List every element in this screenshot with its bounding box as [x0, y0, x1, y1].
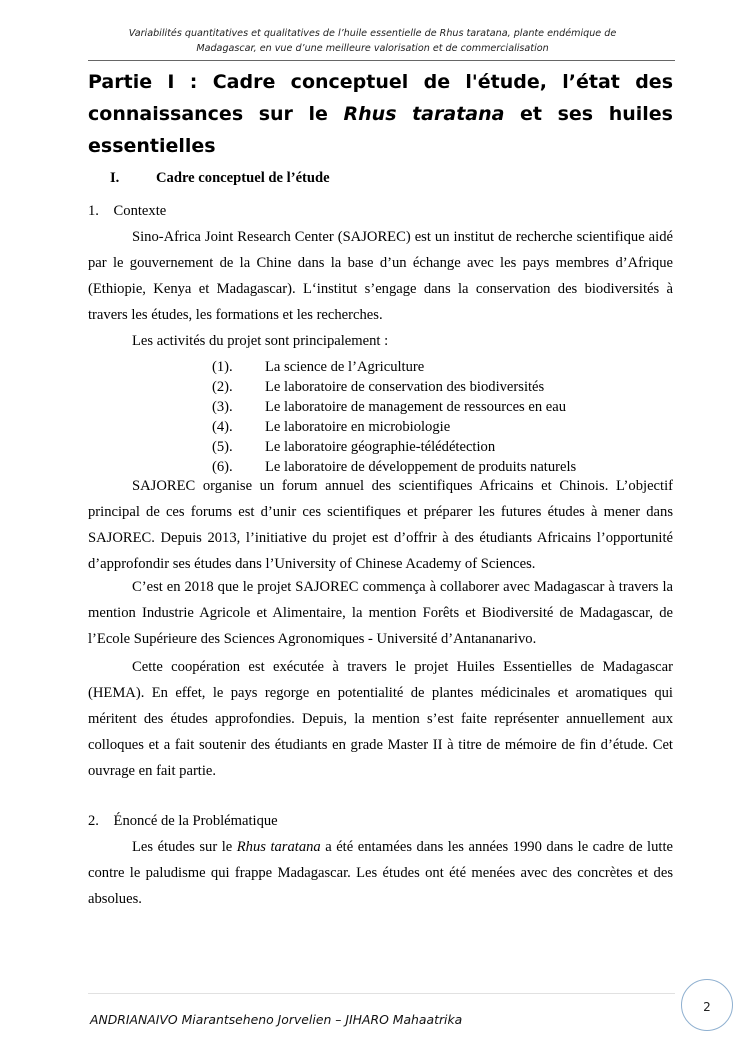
problem-text: Les études sur le [132, 839, 237, 855]
list-item [212, 357, 576, 377]
section-number: I. [110, 170, 120, 186]
part-title-text: Partie I : Cadre conceptuel de l'étude, l’état des connaissances sur le [88, 71, 673, 125]
list-item-number: (5). [212, 439, 233, 455]
problem-heading: 2. Énoncé de la Problématique [88, 813, 278, 829]
problem-species: Rhus taratana [236, 839, 321, 855]
list-item [212, 417, 576, 437]
list-item-label: Le laboratoire de développement de produits naturels [265, 459, 577, 475]
footer-divider [88, 993, 675, 994]
activities-list [212, 357, 576, 477]
list-item-label: Le laboratoire en microbiologie [265, 419, 451, 435]
context-paragraph-2: Les activités du projet sont principalement : [132, 333, 389, 349]
list-item [212, 377, 576, 397]
list-item-number: (2). [212, 379, 233, 395]
list-item-number: (3). [212, 399, 233, 415]
problem-text-end: a été entamées dans les années 1990 dans le cadre de lutte contre le paludisme qui frappe Madagascar. Les études ont été menées avec des concrètes et des absolues. [88, 839, 673, 907]
context-heading: 1. Contexte [88, 203, 167, 219]
footer-authors: ANDRIANAIVO Miarantseheno Jorvelien – JIHARO Mahaatrika [90, 1012, 463, 1027]
section-title: Cadre conceptuel de l’étude [156, 170, 330, 186]
header-divider [88, 60, 675, 61]
part-title-text-end: et ses huiles essentielles [88, 103, 673, 157]
list-item-number: (4). [212, 419, 233, 435]
part-title [88, 66, 673, 162]
list-item-label: La science de l’Agriculture [265, 359, 425, 375]
page-number-badge [681, 979, 733, 1031]
context-paragraph-3: SAJOREC organise un forum annuel des scientifiques Africains et Chinois. L’objectif principal de ces forums est d’unir ces scientifiques et préparer les futures études à mener dans SAJOREC. Depuis 2013, l’initiative du projet est d’offrir à des étudiants Africains l’opportunité d’approfondir ses études dans l’University of Chinese Academy of Sciences. [88, 478, 673, 572]
list-item [212, 397, 576, 417]
running-header [100, 26, 645, 56]
context-paragraph-5: Cette coopération est exécutée à travers le projet Huiles Essentielles de Madagascar (HEMA). En effet, le pays regorge en potentialité de plantes médicinales et aromatiques qui méritent des études approfondies. Depuis, la mention s’est faite représenter annuellement aux colloques et a fait soutenir des étudiants en grade Master II à titre de mémoire de fin d’étude. Cet ouvrage en fait partie. [88, 659, 673, 779]
running-header-line-1: Variabilités quantitatives et qualitatives de l’huile essentielle de Rhus taratana, plante endémique de [128, 28, 617, 39]
page-number: 2 [703, 1000, 711, 1014]
list-item-number: (1). [212, 359, 233, 375]
list-item-label: Le laboratoire de management de ressources en eau [265, 399, 567, 415]
part-title-species: Rhus taratana [343, 103, 505, 125]
list-item-label: Le laboratoire géographie-télédétection [265, 439, 496, 455]
context-paragraph-4: C’est en 2018 que le projet SAJOREC commença à collaborer avec Madagascar à travers la mention Industrie Agricole et Alimentaire, la mention Forêts et Biodiversité de Madagascar, de l’Ecole Supérieure des Sciences Agronomiques - Université d’Antananarivo. [88, 579, 673, 647]
context-paragraph-1: Sino-Africa Joint Research Center (SAJOREC) est un institut de recherche scientifique aidé par le gouvernement de la Chine dans la base d’un échange avec les pays membres d’Afrique (Ethiopie, Kenya et Madagascar). L‘institut s’engage dans la conservation des biodiversités à travers les études, les formations et les recherches. [88, 229, 673, 323]
problem-paragraph-1 [88, 834, 673, 912]
list-item-number: (6). [212, 459, 233, 475]
list-item-label: Le laboratoire de conservation des biodiversités [265, 379, 545, 395]
list-item [212, 437, 576, 457]
running-header-line-2: Madagascar, en vue d’une meilleure valorisation et de commercialisation [196, 43, 549, 54]
